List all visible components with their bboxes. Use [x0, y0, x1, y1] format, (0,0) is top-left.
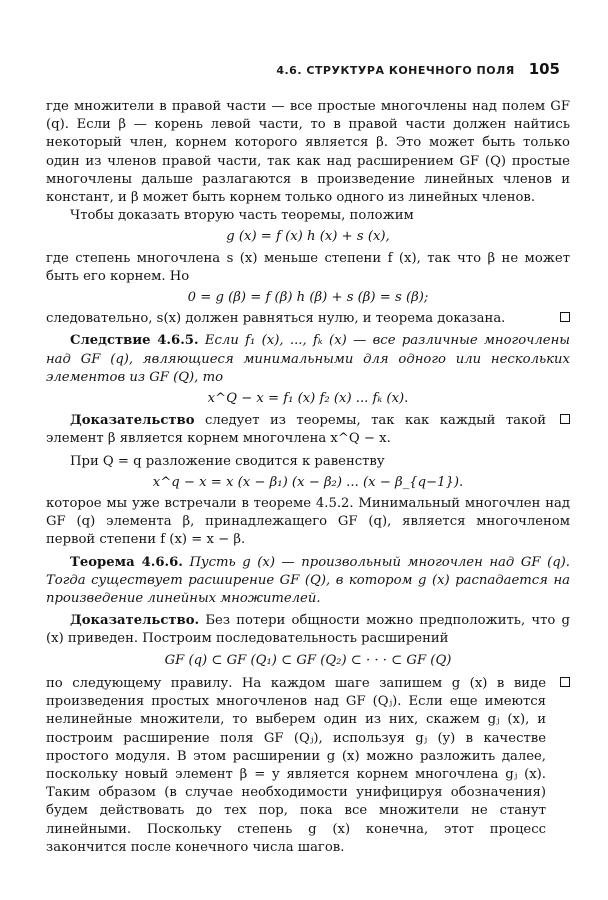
proof-text [46, 412, 546, 448]
formula: x^Q − x = f₁ (x) f₂ (x) ... fₖ (x). [207, 391, 409, 407]
paragraph: где множители в правой части — все простые многочлены над полем GF (q). Если β — корень левой части, то в правой части должен найтись некоторый член, корнем которого является β. Это может быть только один из членов правой части, так как над расширением GF (Q) простые многочлены дальше разлагаются в произведение линейных членов и констант, и β может быть корнем только одного из линейных членов. [46, 99, 570, 206]
paragraph: При Q = q разложение сводится к равенству [70, 453, 385, 469]
proof [46, 612, 570, 648]
theorem [46, 554, 570, 609]
page-body [46, 98, 570, 857]
proof-label: Доказательство [70, 413, 195, 429]
proof-label: Доказательство. [70, 613, 200, 629]
formula: GF (q) ⊂ GF (Q₁) ⊂ GF (Q₂) ⊂ · · · ⊂ GF (Q) [164, 652, 452, 668]
paragraph: Чтобы доказать вторую часть теоремы, положим [70, 208, 414, 224]
qed-icon [560, 414, 570, 424]
paragraph: где степень многочлена s (x) меньше степени f (x), так что β не может быть его корнем. Но [46, 250, 570, 284]
page-header [200, 60, 560, 78]
paragraph-text: по следующему правилу. На каждом шаге запишем g (x) в виде произведения простых многочленов над GF (Qⱼ). Если еще имеются нелинейные множители, то выберем один из них, скажем gⱼ (x), и построим расширение поля GF (Qⱼ), используя gⱼ (y) в качестве простого модуля. В этом расширении g (x) можно разложить далее, поскольку новый элемент β = y является корнем многочлена gⱼ (x). Таким образом (в случае необходимости унифицируя обозначения) будем действовать до тех пор, пока все множители не станут линейными. Поскольку степень g (x) конечна, этот процесс закончится после конечного числа шагов. [46, 675, 546, 855]
qed-icon [560, 312, 570, 322]
running-title: 4.6. СТРУКТУРА КОНЕЧНОГО ПОЛЯ [276, 64, 515, 77]
proof [46, 412, 570, 448]
page-number: 105 [528, 60, 560, 78]
formula: x^q − x = x (x − β₁) (x − β₂) ... (x − β_{q−1}). [152, 474, 464, 490]
paragraph-text: следовательно, s(x) должен равняться нулю, и теорема доказана. [46, 311, 506, 327]
proof-body: Без потери общности можно предположить, что g (x) приведен. Построим последовательность расширений [46, 613, 570, 647]
corollary [46, 332, 570, 387]
theorem-statement: Пусть g (x) — произвольный многочлен над GF (q). Тогда существует расширение GF (Q), в котором g (x) распадается на произведение линейных множителей. [46, 554, 570, 607]
formula: 0 = g (β) = f (β) h (β) + s (β) = s (β); [187, 290, 429, 306]
paragraph [46, 675, 570, 857]
formula: g (x) = f (x) h (x) + s (x), [226, 229, 390, 245]
corollary-label: Следствие 4.6.5. [70, 333, 199, 349]
paragraph [46, 310, 570, 328]
corollary-statement: Если f₁ (x), ..., fₖ (x) — все различные многочлены над GF (q), являющиеся минимальными для одного или нескольких элементов из GF (Q), то [46, 333, 570, 385]
theorem-label: Теорема 4.6.6. [70, 554, 183, 570]
proof-body: следует из теоремы, так как каждый такой элемент β является корнем многочлена x^Q − x. [46, 413, 546, 447]
qed-icon [560, 677, 570, 687]
paragraph: которое мы уже встречали в теореме 4.5.2. Минимальный многочлен над GF (q) элемента β, принадлежащего GF (q), является многочленом первой степени f (x) = x − β. [46, 496, 570, 548]
